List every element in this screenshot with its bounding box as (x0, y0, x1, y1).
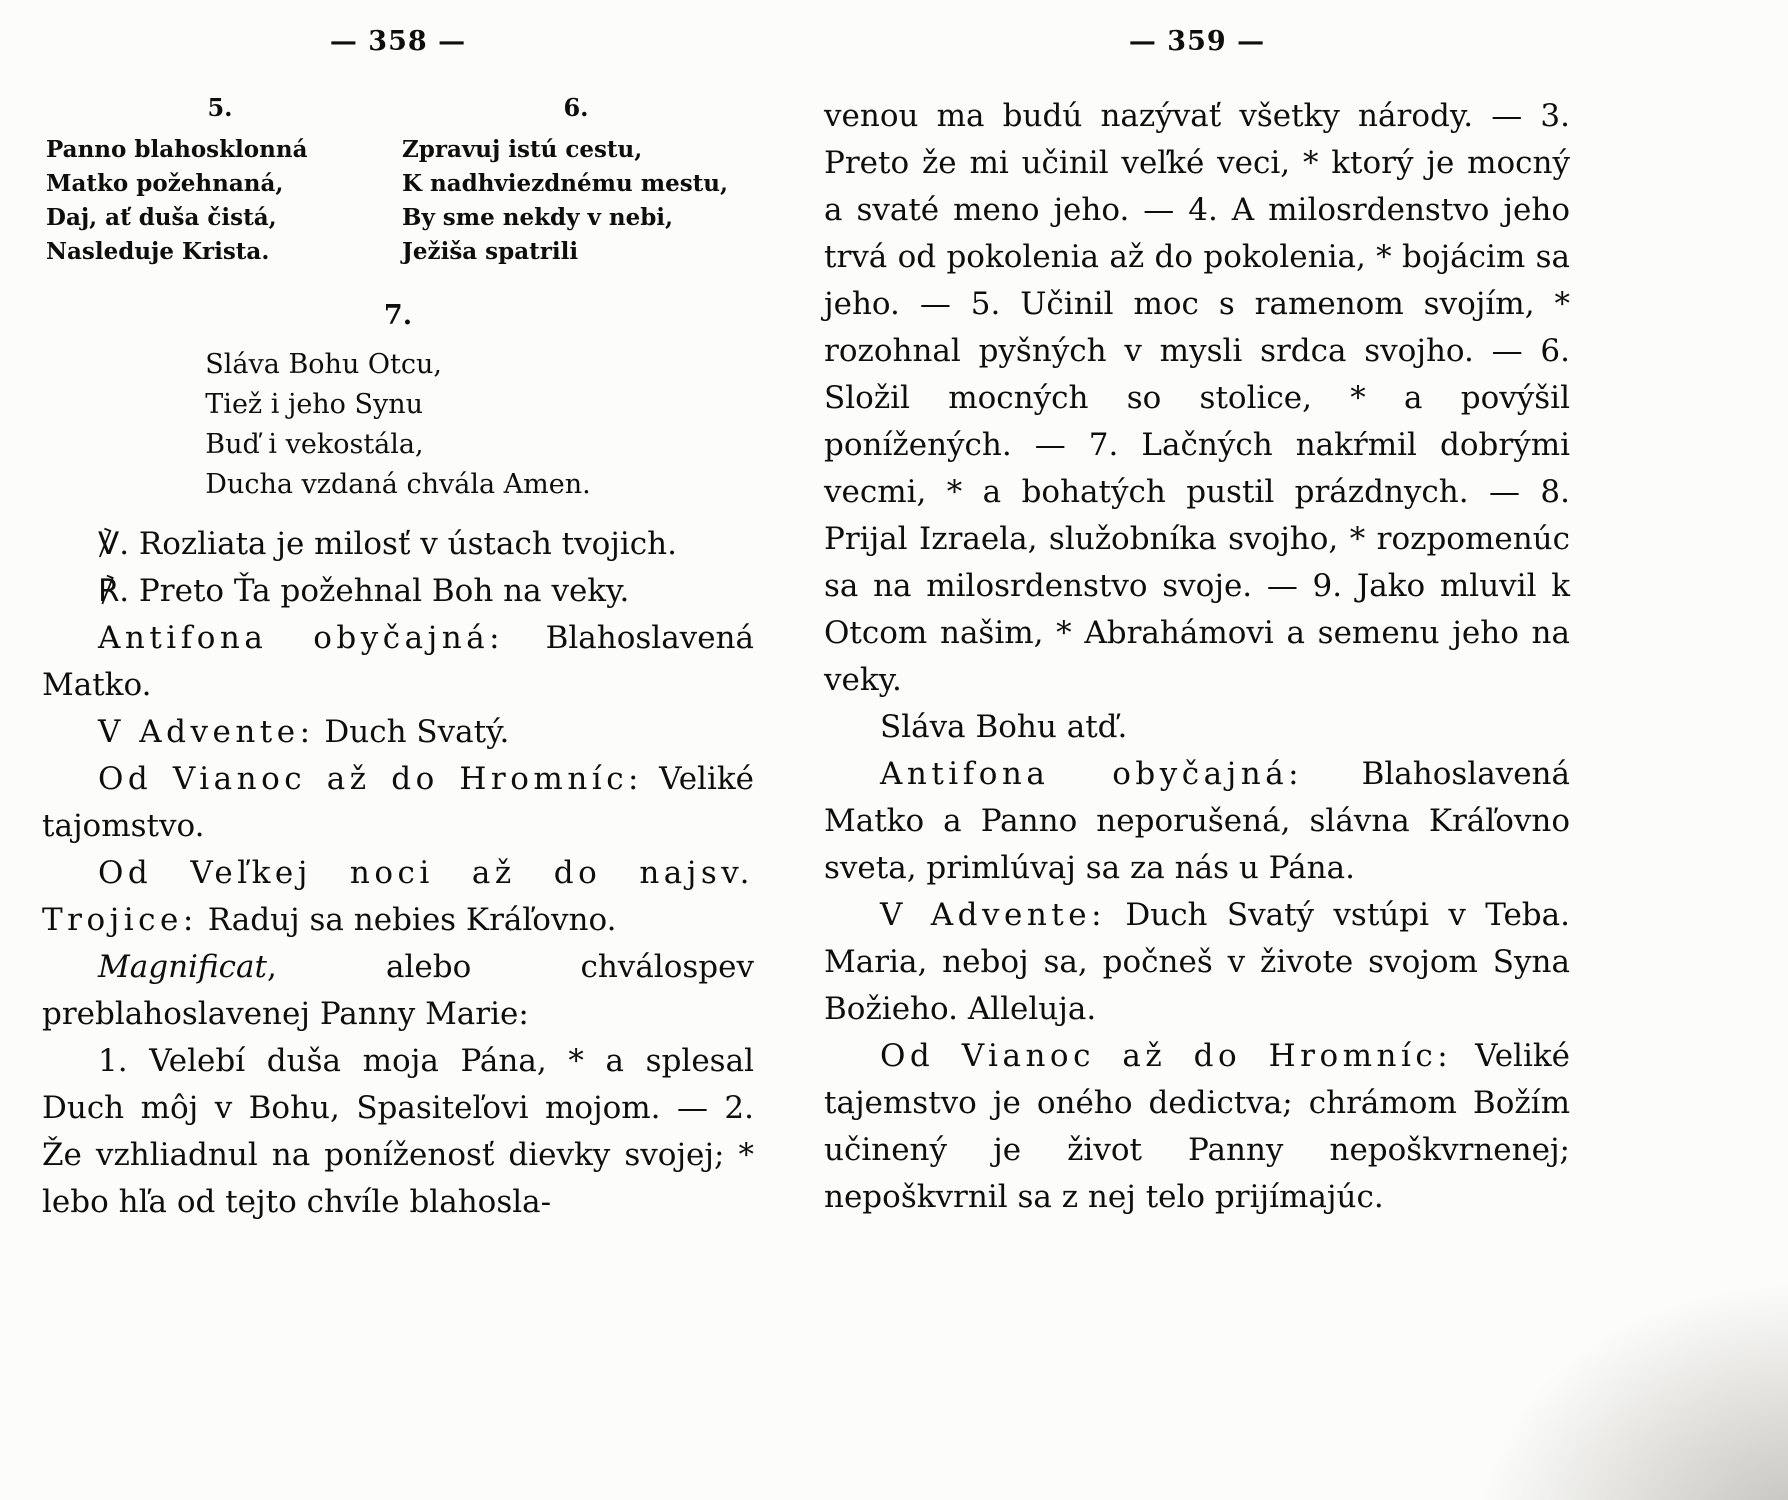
text-segment: Antifona obyčajná: (880, 756, 1304, 792)
text-segment: ℟. Preto Ťa požehnal Boh na veky. (98, 573, 630, 609)
verse-lines (205, 345, 590, 505)
paragraph (42, 850, 754, 944)
paragraph (42, 1038, 754, 1226)
verse-line: Buď i vekostála, (205, 429, 424, 460)
page-number-right: — 359 — (1128, 26, 1266, 57)
verse-line: K nadhviezdnému mestu, (402, 170, 728, 197)
page-body-left (42, 93, 754, 1226)
paragraph (824, 1033, 1570, 1221)
paragraph (824, 892, 1570, 1033)
verse-line: Nasleduje Krista. (46, 238, 270, 265)
text-segment: ℣. Rozliata je milosť v ústach tvojich. (98, 526, 677, 562)
page-number-left: — 358 — (329, 26, 467, 57)
verse (398, 93, 754, 269)
text-segment: Od Vianoc až do Hromníc: (880, 1038, 1453, 1074)
verse-pair-row (42, 93, 754, 269)
verse-lines (42, 133, 398, 269)
scan-edge-shadow (1448, 1260, 1788, 1500)
verse-number: 6. (563, 93, 589, 122)
verse-line: Ducha vzdaná chvála Amen. (205, 469, 591, 500)
text-segment: Blahoslavená Matko. (42, 620, 754, 703)
verse (42, 93, 398, 269)
text-segment: Sláva Bohu atď. (880, 709, 1128, 745)
verse-line: Ježiša spatrili (402, 238, 579, 265)
paragraph (42, 615, 754, 709)
verse-line: Daj, ať duša čistá, (46, 204, 277, 231)
paragraph (824, 93, 1570, 704)
paragraph (824, 751, 1570, 892)
verse-line: Tiež i jeho Synu (205, 389, 424, 420)
text-segment: Duch Svatý vstúpi v Teba. Maria, neboj sa, počneš v živote svojom Syna Božieho. Alleluja. (824, 897, 1570, 1027)
text-segment: venou ma budú nazývať všetky národy. — 3. Preto že mi učinil veľké veci, * ktorý je mocný a svaté meno jeho. — 4. A milosrdenstvo jeho trvá od pokolenia až do pokolenia, * bojácim sa jeho. — 5. Učinil moc s ramenom svojím, * rozohnal pyšných v mysli srdca svojho. — 6. Složil mocných so stolice, * a povýšil ponížených. — 7. Lačných nakŕmil dobrými vecmi, * a bohatých pustil prázdnych. — 8. Prijal Izraela, služobníka svojho, * rozpomenúc sa na milosrdenstvo svoje. — 9. Jako mluvil k Otcom našim, * Abrahámovi a semenu jeho na veky. (824, 98, 1570, 698)
text-segment: Raduj sa nebies Kráľovno. (197, 902, 617, 938)
text-segment: Blahoslavená Matko a Panno neporušená, slávna Kráľovno sveta, primlúvaj sa za nás u Pána. (824, 756, 1570, 886)
page-left (42, 26, 754, 1226)
verse-line: Sláva Bohu Otcu, (205, 349, 442, 380)
text-segment: Veliké tajomstvo. (42, 761, 754, 844)
verse-lines (398, 133, 754, 269)
paragraph (824, 704, 1570, 751)
text-segment: , alebo chválospev preblahoslavenej Panny Marie: (42, 949, 754, 1032)
verse-line: By sme nekdy v nebi, (402, 204, 674, 231)
paragraph (42, 709, 754, 756)
page-body-right (824, 93, 1570, 1221)
verse (42, 299, 754, 505)
paragraph (42, 756, 754, 850)
text-segment: Duch Svatý. (314, 714, 510, 750)
verse-number: 7. (383, 300, 413, 331)
verse-line: Panno blahosklonná (46, 136, 308, 163)
text-segment: Magnificat (98, 949, 267, 985)
text-segment: Antifona obyčajná: (98, 620, 505, 656)
page-right (824, 26, 1570, 1226)
verse-line: Matko požehnaná, (46, 170, 284, 197)
paragraph (42, 568, 754, 615)
paragraph (42, 944, 754, 1038)
text-segment: Veliké tajemstvo je oného dedictva; chrámom Božím učinený je život Panny nepoškvrnenej; nepoškvrnil sa z nej telo prijímajúc. (824, 1038, 1570, 1215)
text-segment: V Advente: (880, 897, 1107, 933)
text-segment: 1. Velebí duša moja Pána, * a splesal Duch môj v Bohu, Spasiteľovi mojom. — 2. Že vzhliadnul na poníženosť dievky svojej; * lebo hľa od tejto chvíle blahosla- (42, 1043, 754, 1220)
text-segment: Od Vianoc až do Hromníc: (98, 761, 643, 797)
text-segment: V Advente: (98, 714, 315, 750)
verse-number: 5. (207, 93, 233, 122)
verse-line: Zpravuj istú cestu, (402, 136, 643, 163)
text-segment: Od Veľkej noci až do najsv. Trojice: (42, 855, 754, 938)
paragraph (42, 521, 754, 568)
